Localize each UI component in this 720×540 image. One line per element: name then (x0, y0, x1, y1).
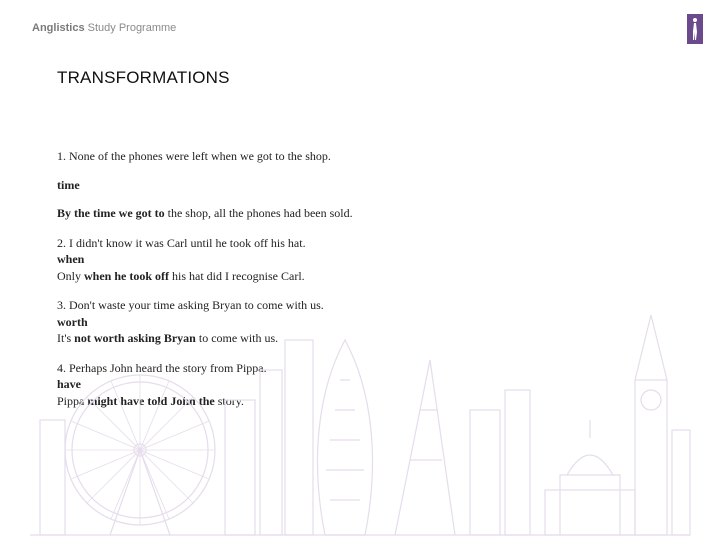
exercise-item (57, 235, 477, 285)
exercise-answer: Pippa might have told John the story. (57, 393, 244, 408)
programme-header (32, 22, 176, 34)
exercise-prompt: 3. Don't waste your time asking Bryan to come with us. (57, 298, 324, 312)
exercise-prompt: 4. Perhaps John heard the story from Pippa. (57, 360, 267, 375)
exercise-prompt: 2. I didn't know it was Carl until he took off his hat. (57, 235, 306, 250)
exercise-prompt: 1. None of the phones were left when we got to the shop. (57, 149, 331, 163)
exercise-keyword: have (57, 377, 81, 391)
exercise-keyword: worth (57, 314, 88, 329)
exercise-keyword: time (57, 177, 80, 192)
exercise-answer: It's not worth asking Bryan to come with us. (57, 331, 279, 345)
exercise-keyword: when (57, 252, 85, 266)
exercise-answer: By the time we got to the shop, all the phones had been sold. (57, 206, 353, 220)
london-skyline-illustration (0, 300, 720, 540)
exercise-answer: Only when he took off his hat did I recognise Carl. (57, 268, 305, 283)
brand-name: Anglistics (32, 22, 85, 34)
exercise-item (57, 148, 477, 222)
figure-logo-icon (687, 14, 703, 44)
page-title: TRANSFORMATIONS (57, 68, 230, 87)
programme-subtitle: Study Programme (87, 22, 177, 34)
